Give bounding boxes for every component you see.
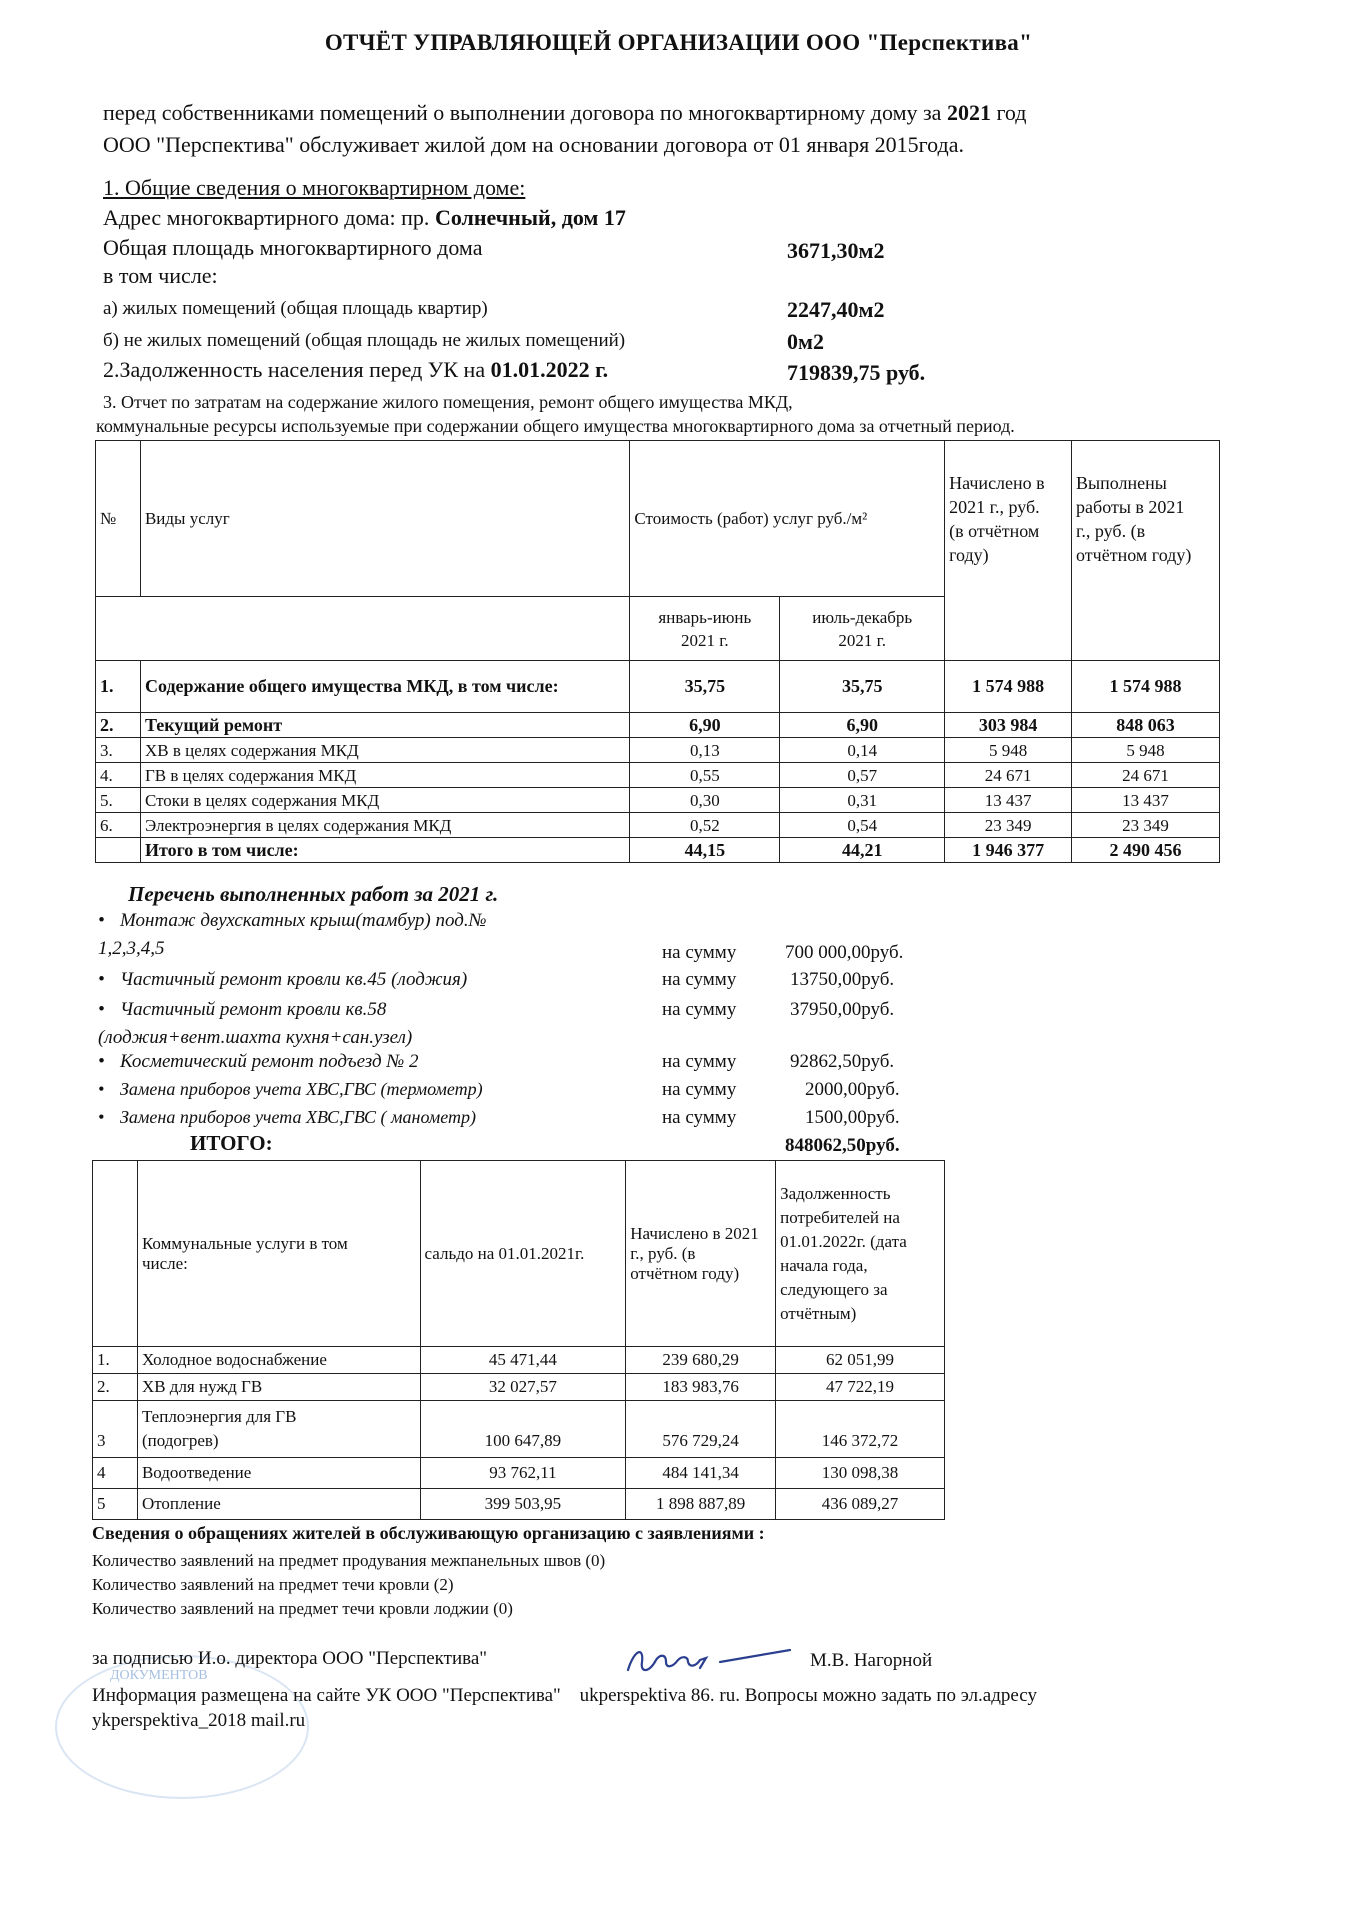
- nonresidential-value: 0м2: [787, 329, 824, 354]
- costs-table-header-row: [96, 441, 1220, 597]
- row-name: Содержание общего имущества МКД, в том числе:: [140, 661, 629, 713]
- row-performed: 1 574 988: [1072, 661, 1220, 713]
- work-item-3-cont: (лоджия+вент.шахта кухня+сан.узел): [98, 1027, 413, 1048]
- row-balance: 100 647,89: [420, 1401, 626, 1458]
- row-period-2: 0,57: [780, 763, 945, 788]
- row-num: 6.: [96, 813, 141, 838]
- row-name: ХВ для нужд ГВ: [137, 1374, 420, 1401]
- header-accrued-line: Начислено в 2021: [630, 1223, 759, 1243]
- total-area-label: Общая площадь многоквартирного дома: [103, 235, 483, 260]
- row-period-1: 0,30: [630, 788, 780, 813]
- work-text: Монтаж двухскатных крыш(тамбур) под.№: [120, 910, 487, 931]
- section-1-heading: 1. Общие сведения о многоквартирном доме:: [103, 175, 526, 200]
- header-accrued-line: 2021 г., руб.: [949, 497, 1040, 517]
- header-accrued-line: г., руб. (в: [630, 1243, 696, 1263]
- bullet-icon: •: [98, 1051, 105, 1072]
- appeals-heading: Сведения о обращениях жителей в обслуживающую организацию с заявлениями :: [92, 1523, 765, 1543]
- row-accrued: 484 141,34: [626, 1458, 776, 1489]
- row-num: 3: [93, 1401, 138, 1458]
- period-2-line: 2021 г.: [838, 630, 886, 650]
- costs-row-1: [96, 661, 1220, 713]
- header-performed-line: Выполнены: [1076, 473, 1167, 493]
- header-accrued-line: Начислено в: [949, 473, 1045, 493]
- row-period-1: 6,90: [630, 713, 780, 738]
- work-text: Косметический ремонт подъезд № 2: [120, 1051, 419, 1072]
- row-period-1: 0,55: [630, 763, 780, 788]
- header-debt-line: Задолженность: [780, 1183, 891, 1203]
- footer-email: ykperspektiva_2018 mail.ru: [92, 1710, 306, 1731]
- debt-value: 719839,75 руб.: [787, 360, 926, 385]
- row-num: 4: [93, 1458, 138, 1489]
- row-period-1: 0,13: [630, 738, 780, 763]
- row-name: Стоки в целях содержания МКД: [140, 788, 629, 813]
- works-heading: Перечень выполненных работ за 2021 г.: [128, 882, 499, 906]
- footer-site-text: Информация размещена на сайте УК ООО "Перспектива": [92, 1685, 561, 1706]
- work-item-3: [98, 999, 386, 1021]
- row-name: Отопление: [137, 1489, 420, 1520]
- row-name: [137, 1401, 420, 1458]
- header-performed: [1072, 441, 1220, 661]
- work-5-amount: 2000,00руб.: [805, 1079, 900, 1100]
- intro-text: перед собственниками помещений о выполнении договора по многоквартирному дому за: [103, 100, 942, 125]
- row-performed: 13 437: [1072, 788, 1220, 813]
- work-item-5: [98, 1079, 483, 1100]
- row-num: 2.: [96, 713, 141, 738]
- row-num: 1.: [93, 1347, 138, 1374]
- intro-year-suffix: год: [996, 100, 1027, 125]
- work-text: Частичный ремонт кровли кв.58: [120, 999, 387, 1020]
- handwritten-signature: [620, 1640, 800, 1680]
- header-cost: Стоимость (работ) услуг руб./м²: [630, 441, 945, 597]
- utilities-table: [92, 1160, 945, 1520]
- address-value: Солнечный, дом 17: [434, 205, 626, 230]
- bullet-icon: •: [98, 999, 105, 1020]
- row-num: 1.: [96, 661, 141, 713]
- work-1-amount: 700 000,00руб.: [785, 942, 904, 963]
- intro-line-1: [103, 100, 1027, 126]
- period-1-line: 2021 г.: [681, 630, 729, 650]
- row-performed: 5 948: [1072, 738, 1220, 763]
- header-period-2: [780, 597, 945, 661]
- residential-label: а) жилых помещений (общая площадь квартир): [103, 298, 488, 319]
- row-debt: 146 372,72: [776, 1401, 945, 1458]
- costs-row-2: [96, 713, 1220, 738]
- row-name-line: (подогрев): [141, 1431, 219, 1450]
- footer-line-1: [92, 1685, 1037, 1707]
- row-name: Итого в том числе:: [140, 838, 629, 863]
- utilities-header-row: [93, 1161, 945, 1347]
- row-period-1: 35,75: [630, 661, 780, 713]
- row-period-2: 0,14: [780, 738, 945, 763]
- work-item-1: [98, 910, 487, 932]
- work-item-6: [98, 1107, 476, 1128]
- row-period-1: 0,52: [630, 813, 780, 838]
- costs-row-total: [96, 838, 1220, 863]
- header-accrued-line: отчётном году): [630, 1263, 740, 1283]
- header-blank: [96, 597, 630, 661]
- including-label: в том числе:: [103, 263, 218, 288]
- header-accrued-line: году): [949, 545, 989, 565]
- work-text: Замена приборов учета ХВС,ГВС ( манометр): [120, 1107, 477, 1127]
- header-performed-line: г., руб. (в: [1076, 521, 1146, 541]
- appeal-line-3: Количество заявлений на предмет течи кровли лоджии (0): [92, 1599, 513, 1618]
- row-num: 5: [93, 1489, 138, 1520]
- costs-row-6: [96, 813, 1220, 838]
- work-1-label: на сумму: [662, 942, 737, 963]
- row-num: 2.: [93, 1374, 138, 1401]
- row-debt: 436 089,27: [776, 1489, 945, 1520]
- signature-line: за подписью И.о. директора ООО "Перспектива": [92, 1648, 488, 1669]
- bullet-icon: •: [98, 910, 105, 931]
- row-period-2: 6,90: [780, 713, 945, 738]
- work-3-label: на сумму: [662, 999, 737, 1020]
- row-accrued: 239 680,29: [626, 1347, 776, 1374]
- section-3-line-1: 3. Отчет по затратам на содержание жилого помещения, ремонт общего имущества МКД,: [103, 392, 793, 412]
- costs-row-4: [96, 763, 1220, 788]
- row-name: Водоотведение: [137, 1458, 420, 1489]
- row-accrued: 5 948: [945, 738, 1072, 763]
- costs-table: [95, 440, 1220, 863]
- work-text: Частичный ремонт кровли кв.45 (лоджия): [120, 969, 468, 990]
- work-item-1-cont: 1,2,3,4,5: [98, 938, 165, 959]
- row-num: [96, 838, 141, 863]
- row-accrued: 1 898 887,89: [626, 1489, 776, 1520]
- header-accrued-2021: [626, 1161, 776, 1347]
- row-name-line: Теплоэнергия для ГВ: [141, 1407, 297, 1426]
- row-period-2: 35,75: [780, 661, 945, 713]
- costs-row-5: [96, 788, 1220, 813]
- appeal-line-2: Количество заявлений на предмет течи кровли (2): [92, 1575, 454, 1594]
- row-debt: 62 051,99: [776, 1347, 945, 1374]
- row-period-2: 0,31: [780, 788, 945, 813]
- address-label: Адрес многоквартирного дома: пр.: [103, 205, 430, 230]
- row-accrued: 23 349: [945, 813, 1072, 838]
- stamp-text: ДОКУМЕНТОВ: [110, 1668, 208, 1683]
- header-debt-line: отчётным): [780, 1303, 857, 1323]
- row-num: 3.: [96, 738, 141, 763]
- row-period-2: 0,54: [780, 813, 945, 838]
- bullet-icon: •: [98, 969, 105, 990]
- utility-row-2: [93, 1374, 945, 1401]
- row-debt: 130 098,38: [776, 1458, 945, 1489]
- header-performed-line: отчётном году): [1076, 545, 1192, 565]
- work-6-amount: 1500,00руб.: [805, 1107, 900, 1128]
- work-4-label: на сумму: [662, 1051, 737, 1072]
- address-line: [103, 205, 626, 231]
- header-num-blank: [93, 1161, 138, 1347]
- residential-value: 2247,40м2: [787, 297, 885, 322]
- header-consumer-debt: [776, 1161, 945, 1347]
- row-debt: 47 722,19: [776, 1374, 945, 1401]
- works-total-value: 848062,50руб.: [785, 1135, 900, 1156]
- row-name: Холодное водоснабжение: [137, 1347, 420, 1374]
- header-services: Виды услуг: [140, 441, 629, 597]
- header-accrued: [945, 441, 1072, 661]
- document-title: ОТЧЁТ УПРАВЛЯЮЩЕЙ ОРГАНИЗАЦИИ ООО "Перспектива": [324, 30, 1033, 55]
- work-item-4: [98, 1051, 419, 1073]
- header-debt-line: начала года,: [780, 1255, 868, 1275]
- row-balance: 45 471,44: [420, 1347, 626, 1374]
- row-accrued: 24 671: [945, 763, 1072, 788]
- work-5-label: на сумму: [662, 1079, 737, 1100]
- work-text: Замена приборов учета ХВС,ГВС (термометр): [120, 1079, 483, 1099]
- work-2-label: на сумму: [662, 969, 737, 990]
- total-area-value: 3671,30м2: [787, 238, 885, 263]
- row-balance: 399 503,95: [420, 1489, 626, 1520]
- row-accrued: 1 946 377: [945, 838, 1072, 863]
- nonresidential-label: б) не жилых помещений (общая площадь не жилых помещений): [103, 330, 626, 351]
- work-4-amount: 92862,50руб.: [790, 1051, 895, 1072]
- signatory-name: М.В. Нагорной: [810, 1650, 933, 1671]
- header-performed-line: работы в 2021: [1076, 497, 1185, 517]
- costs-row-3: [96, 738, 1220, 763]
- row-balance: 32 027,57: [420, 1374, 626, 1401]
- header-num: №: [96, 441, 141, 597]
- header-debt-line: следующего за: [780, 1279, 888, 1299]
- bullet-icon: •: [98, 1107, 105, 1127]
- debt-label: 2.Задолженность населения перед УК на: [103, 357, 486, 382]
- bullet-icon: •: [98, 1079, 105, 1099]
- header-debt-line: потребителей на: [780, 1207, 900, 1227]
- period-2-line: июль-декабрь: [812, 607, 913, 627]
- row-name: Электроэнергия в целях содержания МКД: [140, 813, 629, 838]
- row-performed: 23 349: [1072, 813, 1220, 838]
- work-6-label: на сумму: [662, 1107, 737, 1128]
- row-num: 5.: [96, 788, 141, 813]
- utility-row-5: [93, 1489, 945, 1520]
- row-period-2: 44,21: [780, 838, 945, 863]
- row-performed: 2 490 456: [1072, 838, 1220, 863]
- utility-row-1: [93, 1347, 945, 1374]
- footer-site-address: ukperspektiva 86. ru. Вопросы можно задать по эл.адресу: [579, 1685, 1037, 1706]
- utility-row-4: [93, 1458, 945, 1489]
- header-utility-services: [137, 1161, 420, 1347]
- period-1-line: январь-июнь: [658, 607, 752, 627]
- debt-date: 01.01.2022 г.: [490, 357, 609, 382]
- row-accrued: 13 437: [945, 788, 1072, 813]
- header-debt-line: 01.01.2022г. (дата: [780, 1231, 907, 1251]
- header-services-line: Коммунальные услуги в том: [141, 1233, 348, 1253]
- row-accrued: 183 983,76: [626, 1374, 776, 1401]
- header-services-line: числе:: [141, 1253, 188, 1273]
- row-name: ГВ в целях содержания МКД: [140, 763, 629, 788]
- works-total-label: ИТОГО:: [190, 1131, 273, 1155]
- section-3-line-2: коммунальные ресурсы используемые при содержании общего имущества многоквартирного дома за отчетный период.: [96, 416, 1015, 436]
- row-accrued: 1 574 988: [945, 661, 1072, 713]
- work-item-2: [98, 969, 467, 991]
- header-accrued-line: (в отчётном: [949, 521, 1040, 541]
- row-period-1: 44,15: [630, 838, 780, 863]
- row-performed: 848 063: [1072, 713, 1220, 738]
- header-balance: сальдо на 01.01.2021г.: [420, 1161, 626, 1347]
- work-2-amount: 13750,00руб.: [790, 969, 895, 990]
- report-year: 2021: [946, 100, 991, 125]
- intro-line-2: ООО "Перспектива" обслуживает жилой дом на основании договора от 01 января 2015года.: [103, 132, 964, 157]
- header-period-1: [630, 597, 780, 661]
- row-name: ХВ в целях содержания МКД: [140, 738, 629, 763]
- utility-row-3: [93, 1401, 945, 1458]
- row-num: 4.: [96, 763, 141, 788]
- debt-line: [103, 357, 608, 383]
- appeal-line-1: Количество заявлений на предмет продувания межпанельных швов (0): [92, 1551, 606, 1570]
- row-performed: 24 671: [1072, 763, 1220, 788]
- work-3-amount: 37950,00руб.: [790, 999, 895, 1020]
- row-accrued: 303 984: [945, 713, 1072, 738]
- row-balance: 93 762,11: [420, 1458, 626, 1489]
- row-accrued: 576 729,24: [626, 1401, 776, 1458]
- row-name: Текущий ремонт: [140, 713, 629, 738]
